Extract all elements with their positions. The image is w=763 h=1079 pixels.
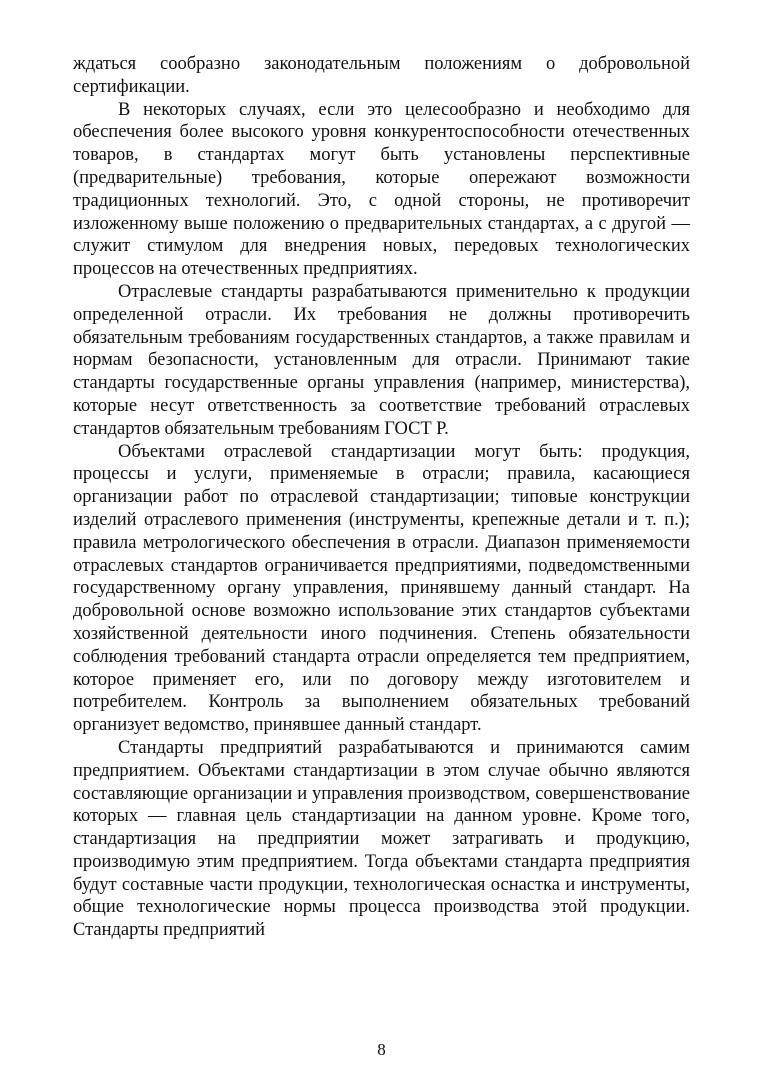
paragraph-enterprise-standards: Стандарты предприятий разрабатываются и принимаются самим предприятием. Объектами стандартизации в этом случае обычно являются составляющие организации и управления производством, совершенствование которых — главная цель стандартизации на данном уровне. Кроме того, стандартизация на предприятии может затрагивать и продукцию, производимую этим предприятием. Тогда объектами стандарта предприятия будут составные части продукции, технологическая оснастка и инструменты, общие технологические нормы процесса производства этой продукции. Стандарты предприятий <box>73 737 690 941</box>
paragraph-industry-standards: Отраслевые стандарты разрабатываются применительно к продукции определенной отрасли. Их требования не должны противоречить обязательным требованиям государственных стандартов, а также правилам и нормам безопасности, установленным для отрасли. Принимают такие стандарты государственные органы управления (например, министерства), которые несут ответственность за соответствие требований отраслевых стандартов обязательным требованиям ГОСТ Р. <box>73 281 690 439</box>
page-number: 8 <box>377 1040 386 1059</box>
paragraph-continuation: ждаться сообразно законодательным положениям о добровольной сертификации. <box>73 54 690 97</box>
page-body <box>73 53 690 942</box>
paragraph-perspective-requirements: В некоторых случаях, если это целесообразно и необходимо для обеспечения более высокого уровня конкурентоспособности отечественных товаров, в стандартах могут быть установлены перспективные (предварительные) требования, которые опережают возможности традиционных технологий. Это, с одной стороны, не противоречит изложенному выше положению о предварительных стандартах, а с другой — служит стимулом для внедрения новых, передовых технологических процессов на отечественных предприятиях. <box>73 99 690 280</box>
paragraph-industry-standardization-objects: Объектами отраслевой стандартизации могут быть: продукция, процессы и услуги, применяемые в отрасли; правила, касающиеся организации работ по отраслевой стандартизации; типовые конструкции изделий отраслевого применения (инструменты, крепежные детали и т. п.); правила метрологического обеспечения в отрасли. Диапазон применяемости отраслевых стандартов ограничивается предприятиями, подведомственными государственному органу управления, принявшему данный стандарт. На добровольной основе возможно использование этих стандартов субъектами хозяйственной деятельности иного подчинения. Степень обязательности соблюдения требований стандарта отрасли определяется тем предприятием, которое применяет его, или по договору между изготовителем и потребителем. Контроль за выполнением обязательных требований организует ведомство, принявшее данный стандарт. <box>73 441 690 736</box>
